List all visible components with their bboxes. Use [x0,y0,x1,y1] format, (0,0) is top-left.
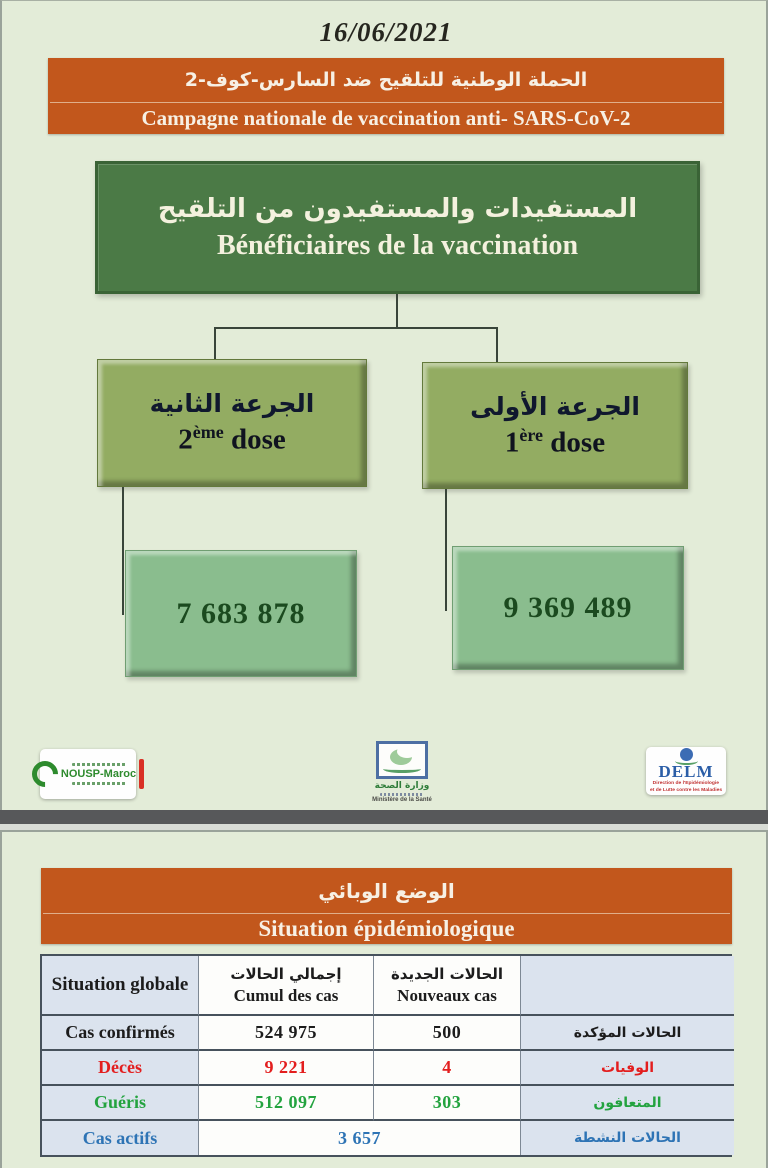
delm-subtitle-line2: et de Lutte contre les Maladies [649,787,723,793]
nousp-tiny-text-top [72,763,126,766]
campaign-title-arabic: الحملة الوطنية للتلقيح ضد السارس-كوف-2 [184,68,588,91]
dose1-word: dose [550,426,606,459]
ministry-label-arabic: وزارة الصحة [374,781,430,791]
connector-dose1-value [445,489,447,611]
ministry-emblem-icon [376,741,428,779]
delm-subtitle-line1: Direction de l'Epidémiologie [652,780,720,787]
dose2-box [97,359,367,487]
header-nouveaux-arabic: الحالات الجديدة [390,964,504,983]
dose1-ordinal: ère [519,424,544,445]
row-confirmed-label: Cas confirmés [42,1016,199,1051]
dose2-ordinal: ème [192,422,224,443]
delm-globe-icon [680,748,693,761]
dose2-label-arabic: الجرعة الثانية [149,389,315,419]
delm-logo [646,747,726,795]
row-recovered-new: 303 [374,1086,521,1121]
nousp-maroc-logo [40,749,136,799]
delm-label: DELM [658,762,714,782]
epidemio-banner [41,868,732,944]
nousp-arc-icon [27,756,64,793]
row-deaths-cumul: 9 221 [199,1051,374,1086]
dose2-number: 2 [178,423,193,456]
header-nouveaux-cas [374,956,521,1016]
dose1-value-box [452,546,684,670]
campaign-banner [48,58,724,134]
header-situation-generale-arabic [521,956,734,1016]
dose2-label-french [178,422,286,457]
nousp-text-block [61,763,136,785]
row-recovered-label-arabic: المتعافون [521,1086,734,1121]
row-active-label-arabic: الحالات النشطة [521,1121,734,1155]
dose1-label-arabic: الجرعة الأولى [470,391,640,421]
row-confirmed-new: 500 [374,1016,521,1051]
ministry-of-health-logo [350,741,454,811]
dose1-label-french [505,425,605,460]
header-cumul-french: Cumul des cas [233,985,339,1005]
row-confirmed-label-arabic: الحالات المؤكدة [521,1016,734,1051]
nousp-tiny-text-bottom [72,782,126,785]
header-cumul-arabic: إجمالي الحالات [230,964,342,983]
crescent-icon [390,749,412,765]
row-active-label: Cas actifs [42,1121,199,1155]
row-deaths-label: Décès [42,1051,199,1086]
nousp-label: NOUSP-Maroc [60,768,137,780]
header-nouveaux-french: Nouveaux cas [397,985,497,1005]
section-separator-dark [0,810,768,824]
epidemio-table [40,954,732,1157]
ministry-label-french: Ministère de la Santé [372,797,432,803]
header-cumul-des-cas [199,956,374,1016]
row-recovered-label: Guéris [42,1086,199,1121]
wave-icon [383,765,421,773]
dose2-total: 7 683 878 [176,596,306,630]
connector-right-stub [496,327,498,363]
nousp-red-bar [139,759,144,789]
connector-left-stub [214,327,216,360]
row-active-total: 3 657 [199,1121,521,1155]
epidemio-title-french: Situation épidémiologique [258,916,515,941]
header-situation-globale: Situation globale [42,956,199,1016]
dose2-value-box [125,550,357,677]
beneficiaries-header-box [95,161,700,294]
row-recovered-cumul: 512 097 [199,1086,374,1121]
campaign-title-french: Campagne nationale de vaccination anti- SARS-CoV-2 [141,105,631,130]
report-date: 16/06/2021 [319,17,453,47]
dose1-number: 1 [504,426,520,459]
connector-center-vertical [396,294,398,328]
epidemio-title-arabic: الوضع الوبائي [318,878,455,903]
dose2-word: dose [230,423,286,456]
row-confirmed-cumul: 524 975 [199,1016,374,1051]
beneficiaries-title-arabic: المستفيدات والمستفيدون من التلقيح [157,193,638,224]
connector-horizontal [214,327,498,329]
dose1-total: 9 369 489 [503,591,633,624]
row-deaths-label-arabic: الوفيات [521,1051,734,1086]
epidemio-card [0,830,768,1168]
beneficiaries-title-french: Bénéficiaires de la vaccination [216,229,579,261]
connector-dose2-value [122,487,124,615]
dose1-box [422,362,688,489]
ministry-tiny-text [380,793,424,796]
row-deaths-new: 4 [374,1051,521,1086]
